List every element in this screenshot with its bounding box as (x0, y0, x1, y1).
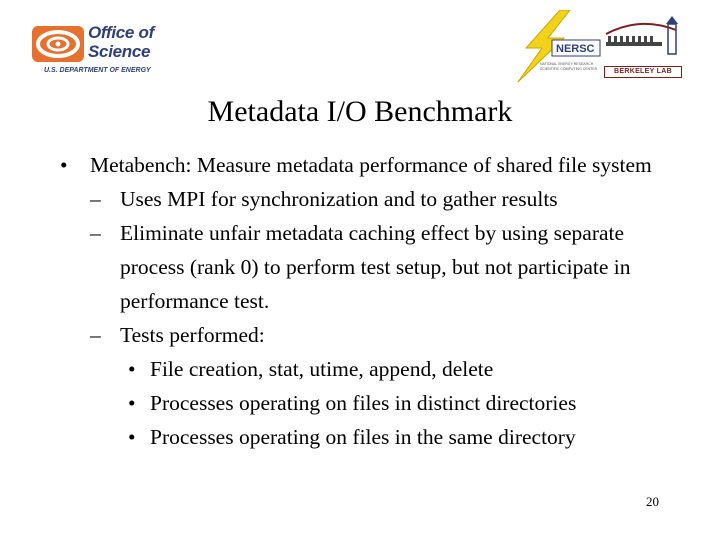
slide-content (60, 148, 680, 454)
sub-bullet-item (60, 318, 680, 352)
sub-bullet-item (60, 216, 680, 318)
sub-sub-bullet-item (60, 386, 680, 420)
bullet-text: Processes operating on files in the same directory (150, 425, 576, 449)
nersc-subtitle: NATIONAL ENERGY RESEARCH SCIENTIFIC COMPUTING CENTER (540, 62, 598, 71)
bullet-text: Uses MPI for synchronization and to gather results (120, 187, 558, 211)
berkeley-lab-name: BERKELEY LAB (604, 66, 682, 78)
dash-marker: – (90, 323, 101, 347)
nersc-logo (512, 10, 604, 82)
bullet-text: Eliminate unfair metadata caching effect by using separate process (rank 0) to perform test setup, but not participate in performance test. (120, 221, 631, 313)
bullet-marker: • (128, 425, 136, 449)
nersc-name: NERSC (556, 43, 595, 55)
bullet-text: File creation, stat, utime, append, delete (150, 357, 494, 381)
logo-text-doe: U.S. DEPARTMENT OF ENERGY (44, 67, 151, 74)
building-icon (600, 16, 686, 64)
dash-marker: – (90, 221, 101, 245)
bullet-marker: • (128, 391, 136, 415)
bullet-marker: • (128, 357, 136, 381)
bullet-marker: • (60, 153, 68, 177)
bullet-text: Tests performed: (120, 323, 265, 347)
sub-sub-bullet-item (60, 420, 680, 454)
sub-bullet-item (60, 182, 680, 216)
doe-swirl-icon (30, 22, 86, 66)
page-number: 20 (646, 494, 659, 509)
bullet-text: Metabench: Measure metadata performance of shared file system (90, 153, 652, 177)
bullet-item (60, 148, 680, 182)
bullet-text: Processes operating on files in distinct directories (150, 391, 577, 415)
logo-text-office-of: Office of (88, 23, 154, 42)
office-of-science-logo (30, 18, 180, 80)
slide-title: Metadata I/O Benchmark (207, 95, 513, 128)
berkeley-lab-logo (600, 16, 686, 80)
sub-sub-bullet-item (60, 352, 680, 386)
dash-marker: – (90, 187, 101, 211)
logo-text-science: Science (88, 42, 151, 61)
